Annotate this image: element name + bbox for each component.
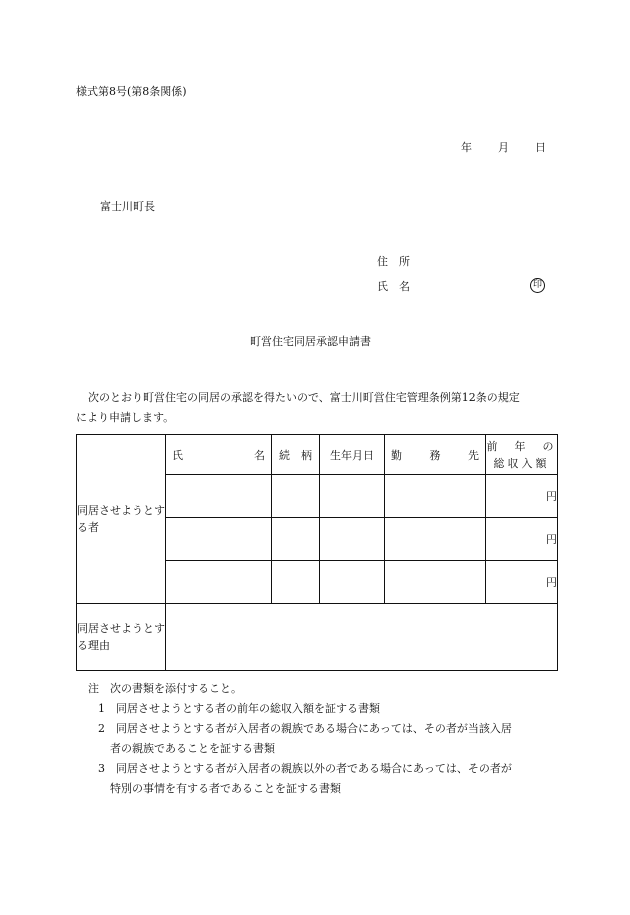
seal-mark: 印 bbox=[530, 278, 545, 293]
workplace-cell[interactable] bbox=[385, 561, 486, 604]
body-line-2: により申請します。 bbox=[76, 411, 175, 424]
notes bbox=[76, 679, 566, 799]
addressee: 富士川町長 bbox=[100, 200, 155, 213]
name-cell[interactable] bbox=[166, 475, 272, 518]
relation-cell[interactable] bbox=[272, 475, 320, 518]
address-label: 住 所 bbox=[377, 255, 410, 268]
form-number: 様式第8号(第8条関係) bbox=[76, 85, 187, 98]
body-line-1: 次のとおり町営住宅の同居の承認を得たいので、富士川町営住宅管理条例第12条の規定 bbox=[88, 391, 520, 404]
persons-label: 同居させようとする者 bbox=[77, 435, 166, 604]
document-title: 町営住宅同居承認申請書 bbox=[250, 335, 371, 348]
name-cell[interactable] bbox=[166, 561, 272, 604]
body-paragraph bbox=[76, 388, 558, 428]
birthdate-cell[interactable] bbox=[320, 561, 385, 604]
income-cell[interactable]: 円 bbox=[486, 561, 558, 604]
note-item-2-cont: 者の親族であることを証する書類 bbox=[110, 742, 275, 755]
note-item-2: 2 同居させようとする者が入居者の親族である場合にあっては、その者が当該入居 bbox=[98, 722, 512, 735]
date-month: 月 bbox=[498, 141, 509, 154]
name-label: 氏 名 bbox=[377, 280, 410, 293]
header-annual-income: 前 年 の 総収入額 bbox=[486, 435, 558, 475]
workplace-cell[interactable] bbox=[385, 518, 486, 561]
workplace-cell[interactable] bbox=[385, 475, 486, 518]
relation-cell[interactable] bbox=[272, 518, 320, 561]
income-cell[interactable]: 円 bbox=[486, 518, 558, 561]
date-day: 日 bbox=[535, 141, 546, 154]
name-cell[interactable] bbox=[166, 518, 272, 561]
note-item-3-cont: 特別の事情を有する者であることを証する書類 bbox=[110, 782, 341, 795]
reason-label: 同居させようとする理由 bbox=[77, 604, 166, 671]
birthdate-cell[interactable] bbox=[320, 475, 385, 518]
birthdate-cell[interactable] bbox=[320, 518, 385, 561]
notes-head: 注 次の書類を添付すること。 bbox=[88, 682, 242, 695]
header-relation: 続 柄 bbox=[272, 435, 320, 475]
header-birthdate: 生年月日 bbox=[320, 435, 385, 475]
note-item-1: 1 同居させようとする者の前年の総収入額を証する書類 bbox=[98, 702, 380, 715]
reason-cell[interactable] bbox=[166, 604, 558, 671]
header-name: 氏 名 bbox=[166, 435, 272, 475]
reason-row bbox=[77, 604, 558, 671]
income-cell[interactable]: 円 bbox=[486, 475, 558, 518]
table-header-row bbox=[77, 435, 558, 475]
note-item-3: 3 同居させようとする者が入居者の親族以外の者である場合にあっては、その者が bbox=[98, 762, 512, 775]
date-year: 年 bbox=[461, 141, 472, 154]
relation-cell[interactable] bbox=[272, 561, 320, 604]
cohabitant-table bbox=[76, 434, 558, 671]
header-workplace: 勤 務 先 bbox=[385, 435, 486, 475]
